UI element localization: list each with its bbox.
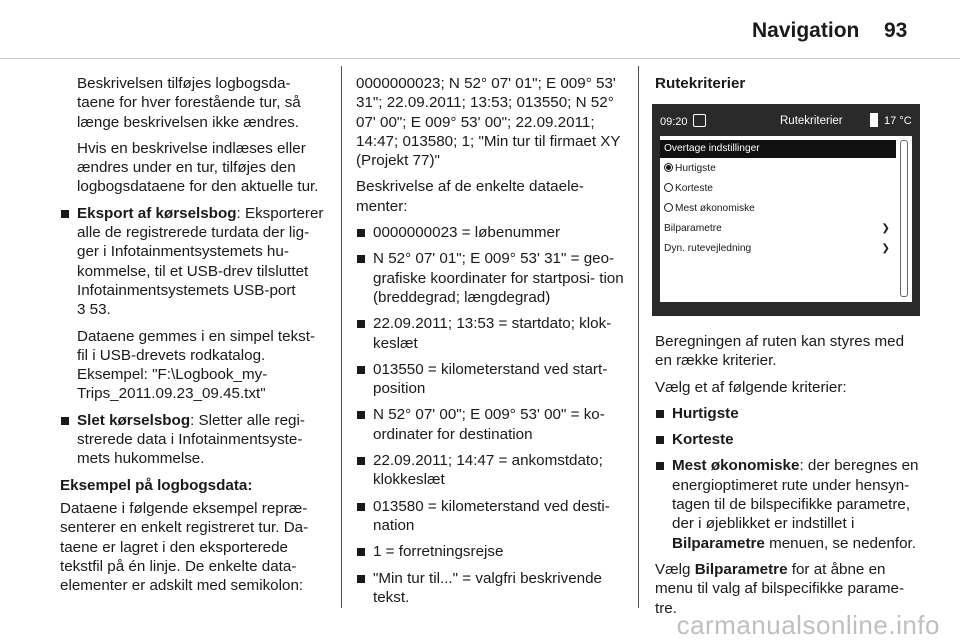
screen-temperature: 17 °C: [884, 115, 912, 127]
screen-status-bar: [660, 110, 912, 134]
chevron-right-icon: ❯: [881, 243, 890, 254]
list-item: 013580 = kilometerstand ved desti- nation: [356, 497, 624, 536]
paragraph: Dataene gemmes i en simpel tekst- fil i USB-drevets rodkatalog. Eksempel: "F:\Logbook_my- Trips_2011.09.23_09.45.txt": [77, 327, 316, 403]
section-heading: Rutekriterier: [655, 75, 746, 92]
infotainment-screenshot: [652, 104, 920, 316]
column-divider: [638, 66, 639, 608]
column-3: [655, 74, 923, 100]
paragraph: Dataene i følgende eksempel repræ- senterer en enkelt registreret tur. Da- taene er lagret i den eksporterede tekstfil på én linje. De enkelte data- elementer er adskilt med semikolon:: [60, 499, 309, 595]
paragraph: Hvis en beskrivelse indlæses eller ændres under en tur, tilføjes den logbogsdataene for den aktuelle tur.: [77, 139, 319, 196]
menu-item-korteste[interactable]: Korteste: [660, 180, 896, 198]
list-item: 013550 = kilometerstand ved start- position: [356, 360, 624, 399]
header-rule: [0, 58, 960, 59]
menu-item-hurtigste[interactable]: Hurtigste: [660, 160, 896, 178]
bullet-bold: Eksport af kørselsbog: [77, 204, 237, 222]
clock-icon: [693, 114, 706, 127]
radio-selected-icon: [664, 163, 673, 172]
paragraph: Vælg Bilparametre for at åbne en menu til valg af bilspecifikke parame- tre.: [655, 560, 905, 617]
bullet-korteste: Korteste: [655, 430, 925, 449]
list-item: 1 = forretningsrejse: [356, 542, 624, 561]
bullet-mest-okonomiske: Mest økonomiske: der beregnes en energioptimeret rute under hensyn- tagen til de bilspecifikke parametre, der i øjeblikket er indstillet i Bilparametre menuen, se nedenfor.: [655, 456, 925, 552]
page-reference[interactable]: 3 53.: [77, 301, 111, 319]
radio-icon: [664, 183, 673, 192]
paragraph: Beregningen af ruten kan styres med en række kriterier.: [655, 333, 905, 370]
radio-icon: [664, 203, 673, 212]
column-1: [60, 74, 328, 602]
column-divider: [341, 66, 342, 608]
paragraph: Vælg et af følgende kriterier:: [655, 378, 847, 396]
list-item: N 52° 07' 01"; E 009° 53' 31" = geo- grafiske koordinater for startposi- tion (breddegrad; længdegrad): [356, 249, 624, 307]
list-item: 22.09.2011; 14:47 = ankomstdato; klokkeslæt: [356, 451, 624, 490]
page-number: 93: [884, 19, 908, 42]
battery-icon: [870, 113, 878, 127]
section-heading: Eksempel på logbogsdata:: [60, 476, 253, 494]
paragraph: Beskrivelse af de enkelte dataele- menter:: [356, 178, 584, 215]
list-item: 0000000023 = løbenummer: [356, 223, 624, 242]
column-2: [356, 74, 624, 614]
screen-title: Rutekriterier: [780, 115, 843, 127]
screen-menu: [660, 136, 912, 302]
menu-item-mest-okonomiske[interactable]: Mest økonomiske: [660, 200, 896, 218]
paragraph: Beskrivelsen tilføjes logbogsda- taene for hver forestående tur, så længe beskrivelsen ikke ændres.: [77, 75, 301, 131]
bullet-text: : Eksporterer alle de registrerede turdata der lig- ger i Infotainmentsystemets hu- kommelse, til et USB-drev tilsluttet Infotainmentsystemets USB-port: [77, 204, 324, 299]
menu-item-bilparametre[interactable]: Bilparametre ❯: [660, 220, 896, 238]
list-item: 22.09.2011; 13:53 = startdato; klok- keslæt: [356, 314, 624, 353]
scrollbar[interactable]: [900, 140, 908, 297]
bullet-text: : Sletter alle regi- strerede data i Infotainmentsyste- mets hukommelse.: [77, 411, 305, 468]
bullet-bold: Slet kørselsbog: [77, 411, 191, 429]
bullet-delete-logbook: [60, 411, 328, 469]
chevron-right-icon: ❯: [881, 223, 890, 234]
page-header: [0, 0, 960, 62]
bullet-hurtigste: Hurtigste: [655, 404, 925, 423]
list-item: N 52° 07' 00"; E 009° 53' 00" = ko- ordinater for destination: [356, 405, 624, 444]
list-item: "Min tur til..." = valgfri beskrivende tekst.: [356, 569, 624, 608]
screen-time: 09:20: [660, 116, 688, 128]
paragraph: 0000000023; N 52° 07' 01"; E 009° 53' 31"; 22.09.2011; 13:53; 013550; N 52° 07' 00"; E 009° 53' 00"; 22.09.2011; 14:47; 013580; 1; "Min tur til firmaet XY (Projekt 77)": [356, 75, 621, 170]
menu-item-dyn-rutevejledning[interactable]: Dyn. rutevejledning ❯: [660, 240, 896, 258]
menu-item-overtage[interactable]: Overtage indstillinger: [660, 140, 896, 158]
column-3-text: [655, 332, 925, 625]
page-title: Navigation: [752, 19, 860, 42]
watermark: carmanualsonline.info: [676, 610, 940, 640]
bullet-export-logbook: [60, 204, 328, 320]
